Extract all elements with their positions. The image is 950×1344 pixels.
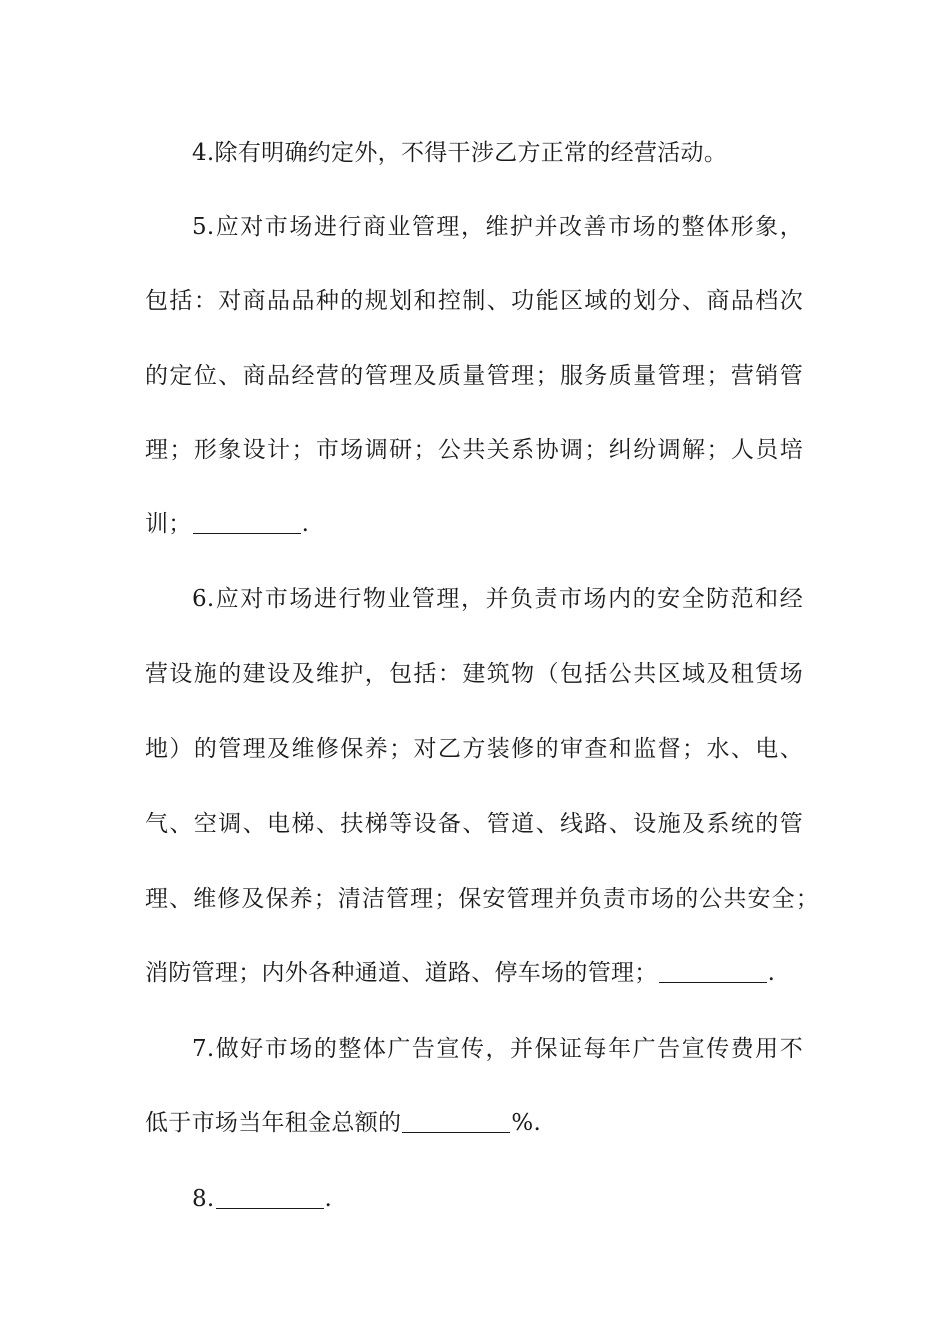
fill-in-blank — [402, 1110, 510, 1133]
text-line: 低于市场当年租金总额的 — [145, 1110, 402, 1136]
paragraph-6-line-6 — [145, 958, 775, 988]
paragraph-5-line-3 — [145, 361, 803, 391]
text-line: 地）的管理及维修保养；对乙方装修的审查和监督；水、电、 — [145, 736, 803, 762]
text-line: %. — [511, 1110, 542, 1136]
paragraph-5-line-4 — [145, 435, 803, 465]
text-line: 理、维修及保养；清洁管理；保安管理并负责市场的公共安全； — [145, 886, 819, 912]
paragraph-6-line-5 — [145, 884, 819, 914]
text-line: 气、空调、电梯、扶梯等设备、管道、线路、设施及系统的管 — [145, 811, 803, 837]
paragraph-6-line-3 — [145, 734, 803, 764]
text-line: 营设施的建设及维护，包括：建筑物（包括公共区域及租赁场 — [145, 661, 803, 687]
text-line: 7.做好市场的整体广告宣传，并保证每年广告宣传费用不 — [192, 1036, 803, 1062]
paragraph-4 — [192, 138, 727, 168]
paragraph-8 — [192, 1184, 332, 1214]
fill-in-blank — [659, 960, 767, 983]
paragraph-6-line-1 — [192, 584, 803, 614]
text-line: . — [767, 960, 776, 986]
fill-in-blank — [216, 1186, 324, 1209]
text-line: . — [301, 511, 310, 537]
text-line: 包括：对商品品种的规划和控制、功能区域的划分、商品档次 — [145, 288, 803, 314]
text-line: 4.除有明确约定外，不得干涉乙方正常的经营活动。 — [192, 140, 728, 166]
paragraph-7-line-1 — [192, 1034, 803, 1064]
paragraph-6-line-2 — [145, 659, 803, 689]
text-line: 6.应对市场进行物业管理，并负责市场内的安全防范和经 — [192, 586, 803, 612]
paragraph-7-line-2 — [145, 1108, 541, 1138]
paragraph-6-line-4 — [145, 809, 803, 839]
paragraph-5-line-2 — [145, 286, 803, 316]
text-line: 消防管理；内外各种通道、道路、停车场的管理； — [145, 960, 658, 986]
paragraph-5-line-5 — [145, 509, 309, 539]
text-line: 8. — [192, 1186, 215, 1212]
text-line: 理；形象设计；市场调研；公共关系协调；纠纷调解；人员培 — [145, 437, 803, 463]
text-line: 训； — [145, 511, 192, 537]
text-line: 的定位、商品经营的管理及质量管理；服务质量管理；营销管 — [145, 363, 803, 389]
fill-in-blank — [193, 511, 301, 534]
text-line: 5.应对市场进行商业管理，维护并改善市场的整体形象， — [192, 214, 803, 240]
text-line: . — [324, 1186, 333, 1212]
paragraph-5-line-1 — [192, 212, 803, 242]
